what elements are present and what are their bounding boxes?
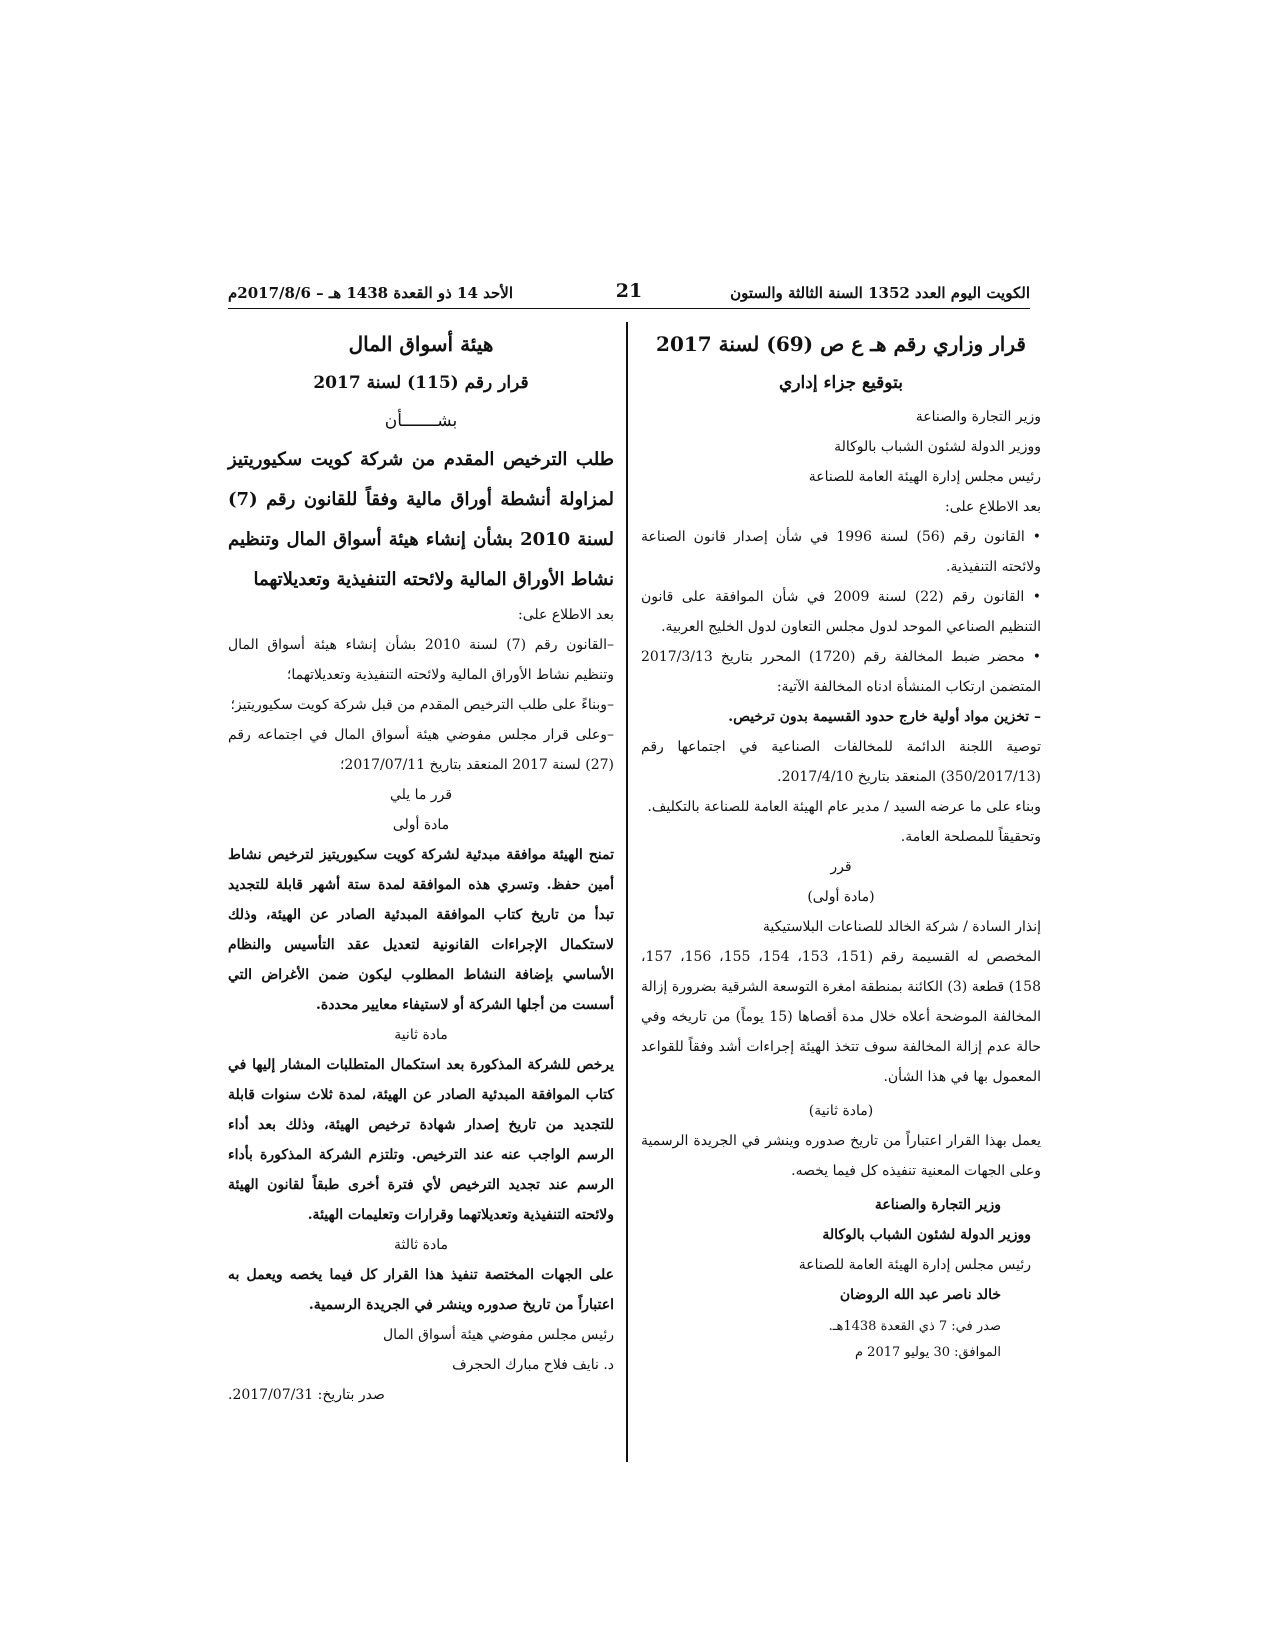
violation-text: – تخزين مواد أولية خارج حدود القسيمة بدون ترخيص. <box>728 709 1041 725</box>
page-number: 21 <box>615 280 643 302</box>
committee-recommendation: توصية اللجنة الدائمة للمخالفات الصناعية في اجتماعها رقم (350/2017/13) المنعقد بتاريخ 2017/4/10. <box>641 739 1041 785</box>
preamble-item: • محضر ضبط المخالفة رقم (1720) المحرر بتاريخ 2017/3/13 المتضمن ارتكاب المنشأة ادناه المخالفة الآتية: <box>641 649 1042 695</box>
left-column <box>228 324 614 1410</box>
article-text: إنذار السادة / شركة الخالد للصناعات البلاستيكية <box>762 919 1041 935</box>
preamble-heading: بعد الاطلاع على: <box>945 499 1041 515</box>
preamble-item: • القانون رقم (56) لسنة 1996 في شأن إصدار قانون الصناعة ولائحته التنفيذية. <box>641 529 1041 575</box>
issue-date-gregorian: الموافق: 30 يوليو 2017 م <box>854 1345 1001 1360</box>
preamble-heading: بعد الاطلاع على: <box>518 607 614 623</box>
issue-date: الأحد 14 ذو القعدة 1438 هـ – 2017/8/6م <box>228 284 513 302</box>
column-divider <box>626 322 628 1462</box>
preamble-item: –القانون رقم (7) لسنة 2010 بشأن إنشاء هيئة أسواق المال وتنظيم نشاط الأوراق المالية ولائحته التنفيذية وتعديلاتهما؛ <box>228 637 614 683</box>
signature-title: رئيس مجلس إدارة الهيئة العامة للصناعة <box>798 1257 1031 1273</box>
article-text: يرخص للشركة المذكورة بعد استكمال المتطلبات المشار إليها في كتاب الموافقة المبدئية الصادر عن الهيئة، لمدة ثلاث سنوات قابلة للتجديد من تاريخ إصدار شهادة ترخيص الهيئة، وذلك بعد أداء الرسم الواجب عنه عند الترخيص. وتلتزم الشركة المذكورة بأداء الرسم عند تجديد الترخيص لأي فترة أخرى طبقاً لقانون الهيئة ولائحته التنفيذية وتعديلاتهما وقرارات وتعليمات الهيئة. <box>228 1057 614 1223</box>
decided-heading: قرر ما يلي <box>389 787 453 803</box>
preamble-item: –وعلى قرار مجلس مفوضي هيئة أسواق المال في اجتماعه رقم (27) لسنة 2017 المنعقد بتاريخ 2017/07/11؛ <box>228 727 614 773</box>
article-text: يعمل بهذا القرار اعتباراً من تاريخ صدوره وينشر في الجريدة الرسمية وعلى الجهات المعنية تنفيذه كل فيما يخصه. <box>641 1133 1041 1179</box>
public-interest-text: وتحقيقاً للمصلحة العامة. <box>900 829 1041 845</box>
regarding-heading: بشـــــــأن <box>384 411 458 431</box>
signature-title: ووزير الدولة لشئون الشباب بالوكالة <box>822 1227 1031 1243</box>
article-text: على الجهات المختصة تنفيذ هذا القرار كل فيما يخصه ويعمل به اعتباراً من تاريخ صدوره وينشر في الجريدة الرسمية. <box>228 1267 614 1313</box>
article-heading: (مادة أولى) <box>807 889 875 905</box>
decision-subject: طلب الترخيص المقدم من شركة كويت سكيوريتيز لمزاولة أنشطة أوراق مالية وفقاً للقانون رقم (7) لسنة 2010 بشأن إنشاء هيئة أسواق المال وتنظيم نشاط الأوراق المالية ولائحته التنفيذية وتعديلاتهما <box>228 449 615 590</box>
preamble-item: • القانون رقم (22) لسنة 2009 في شأن الموافقة على قانون التنظيم الصناعي الموحد لدول مجلس التعاون لدول الخليج العربية. <box>641 589 1041 635</box>
article-text: المخصص له القسيمة رقم (151، 153، 154، 155، 156، 157، 158) قطعة (3) الكائنة بمنطقة امغرة التوسعة الشرقية بضرورة إزالة المخالفة الموضحة أعلاه خلال مدة أقصاها (15 يوماً) من تاريخه وفي حالة عدم إزالة المخالفة سوف تتخذ الهيئة إجراءات أشد وفقاً للقواعد المعمول بها في هذا الشأن. <box>641 949 1042 1085</box>
article-heading: (مادة ثانية) <box>808 1103 874 1119</box>
decree-title: قرار وزاري رقم هـ ع ص (69) لسنة 2017 <box>656 332 1026 356</box>
issuer-line: ووزير الدولة لشئون الشباب بالوكالة <box>834 439 1041 455</box>
presentation-text: وبناء على ما عرضه السيد / مدير عام الهيئة العامة للصناعة بالتكليف. <box>647 799 1041 815</box>
preamble-item: –وبناءً على طلب الترخيص المقدم من قبل شركة كويت سكيوريتيز؛ <box>230 697 614 713</box>
article-heading: مادة ثانية <box>394 1027 448 1043</box>
page-header <box>228 280 1030 309</box>
issuer-line: وزير التجارة والصناعة <box>915 409 1041 425</box>
signatory-name: د. نايف فلاح مبارك الحجرف <box>452 1357 614 1373</box>
signatory-name: خالد ناصر عبد الله الروضان <box>839 1287 1001 1303</box>
article-text: تمنح الهيئة موافقة مبدئية لشركة كويت سكيوريتيز لترخيص نشاط أمين حفظ. وتسري هذه الموافقة لمدة ستة أشهر قابلة للتجديد تبدأ من تاريخ كتاب الموافقة المبدئية الصادر عن الهيئة، وذلك لاستكمال الإجراءات القانونية لتعديل عقد التأسيس والنظام الأساسي بإضافة النشاط المطلوب ليكون ضمن الأغراض التي أسست من أجلها الشركة أو لاستيفاء معايير محددة. <box>228 847 614 1013</box>
decree-subtitle: بتوقيع جزاء إداري <box>779 373 903 393</box>
authority-title: هيئة أسواق المال <box>348 332 494 356</box>
issue-date-hijri: صدر في: 7 ذي القعدة 1438هـ. <box>828 1319 1001 1334</box>
signature-title: رئيس مجلس مفوضي هيئة أسواق المال <box>383 1327 614 1343</box>
decided-heading: قرر <box>830 859 852 875</box>
article-heading: مادة ثالثة <box>394 1237 448 1253</box>
right-column <box>641 324 1041 1366</box>
decision-number: قرار رقم (115) لسنة 2017 <box>313 373 529 393</box>
gazette-issue-info: الكويت اليوم العدد 1352 السنة الثالثة والستون <box>730 284 1030 302</box>
issuer-line: رئيس مجلس إدارة الهيئة العامة للصناعة <box>808 469 1041 485</box>
issue-date: صدر بتاريخ: 2017/07/31. <box>228 1387 385 1403</box>
signature-title: وزير التجارة والصناعة <box>874 1197 1001 1213</box>
article-heading: مادة أولى <box>392 817 450 833</box>
